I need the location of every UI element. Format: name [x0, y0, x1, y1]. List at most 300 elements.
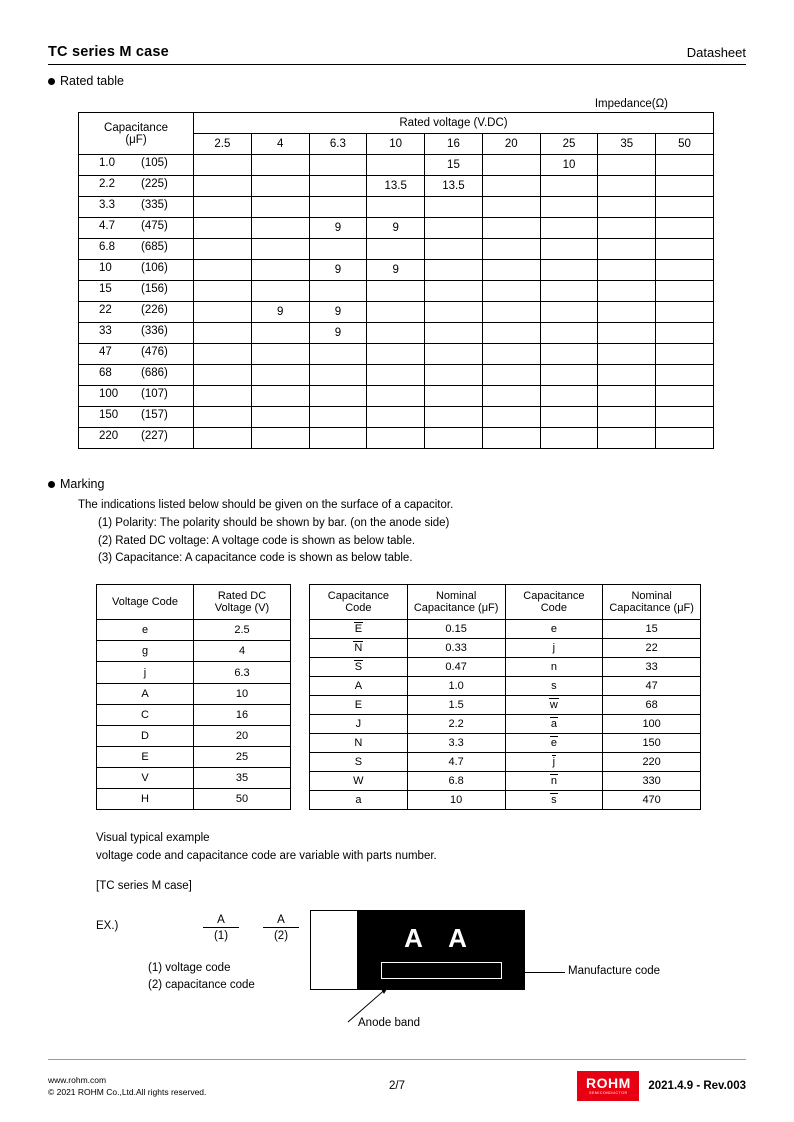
rated-dc-voltage-header: [194, 585, 291, 620]
rohm-logo-sub: SEMICONDUCTOR: [589, 1091, 628, 1096]
impedance-cell: [540, 365, 598, 386]
capacitance-code: (475): [141, 220, 168, 232]
table-row: [97, 704, 291, 725]
table-row: [310, 791, 701, 810]
capacitance-cell: [79, 302, 194, 323]
rated-table: [78, 112, 714, 449]
spacer: [96, 866, 746, 878]
impedance-cell: [425, 428, 483, 449]
voltage-header-cell: 16: [425, 134, 483, 155]
footer-url[interactable]: www.rohm.com: [48, 1074, 107, 1085]
impedance-cell: [656, 155, 714, 176]
code-glyph: j: [552, 756, 556, 769]
capacitance-code: (336): [141, 325, 168, 337]
example-code-2-letter: A: [263, 914, 299, 928]
impedance-cell: [598, 428, 656, 449]
code-glyph: S: [354, 661, 363, 674]
table-row: [79, 218, 714, 239]
impedance-cell: [482, 260, 540, 281]
visual-example-notes: [96, 830, 746, 895]
table-row: [79, 281, 714, 302]
capacitance-code-cell: [310, 639, 408, 658]
anode-band-callout: Anode band: [358, 1016, 421, 1029]
impedance-cell: [482, 239, 540, 260]
table-row: [79, 344, 714, 365]
capacitance-cell: [79, 197, 194, 218]
voltage-header-cell: 4: [251, 134, 309, 155]
impedance-cell: [598, 281, 656, 302]
impedance-cell: 9: [367, 218, 425, 239]
cap-code-header-left: [310, 585, 408, 620]
bullet-icon: [48, 78, 55, 85]
impedance-cell: [656, 239, 714, 260]
capacitance-code: (105): [141, 157, 168, 169]
capacitance-value: 10: [99, 262, 112, 274]
footer-divider: [48, 1059, 746, 1060]
table-row: [79, 176, 714, 197]
impedance-cell: [656, 386, 714, 407]
example-diagram: [48, 910, 746, 1040]
table-row: [79, 197, 714, 218]
impedance-cell: [598, 197, 656, 218]
impedance-unit-label: Impedance(Ω): [594, 98, 668, 110]
rated-table-head: [79, 113, 714, 155]
capacitance-code-cell: [310, 620, 408, 639]
impedance-cell: [540, 344, 598, 365]
capacitance-code: (225): [141, 178, 168, 190]
nominal-capacitance-cell: 150: [603, 734, 701, 753]
table-row: [310, 585, 701, 620]
manufacture-code-callout: Manufacture code: [568, 964, 661, 977]
impedance-cell: [309, 155, 367, 176]
capacitance-code-table-body: [310, 620, 701, 810]
capacitance-code-cell: [505, 753, 603, 772]
rohm-logo-name: ROHM: [585, 1075, 631, 1092]
impedance-cell: 15: [425, 155, 483, 176]
impedance-cell: [598, 323, 656, 344]
impedance-cell: [194, 155, 252, 176]
impedance-cell: [425, 239, 483, 260]
capacitance-code-table: [309, 584, 701, 810]
revision-label: 2021.4.9 - Rev.003: [648, 1080, 746, 1092]
nominal-capacitance-cell: 2.2: [407, 715, 505, 734]
capacitance-code-cell: [505, 639, 603, 658]
impedance-cell: [251, 365, 309, 386]
code-glyph: N: [354, 737, 363, 750]
impedance-cell: [656, 407, 714, 428]
impedance-cell: [251, 323, 309, 344]
impedance-cell: [482, 218, 540, 239]
capacitance-code-cell: [310, 677, 408, 696]
impedance-cell: 9: [251, 302, 309, 323]
cap-code-header-left-line2: Code: [345, 602, 372, 615]
rated-voltage-header: Rated voltage (V.DC): [194, 113, 714, 134]
table-row: [310, 639, 701, 658]
marking-description: [78, 497, 746, 568]
capacitance-cell: [79, 428, 194, 449]
impedance-cell: [598, 239, 656, 260]
code-glyph: J: [355, 718, 362, 731]
impedance-cell: [656, 365, 714, 386]
impedance-cell: [482, 281, 540, 302]
impedance-cell: [540, 281, 598, 302]
impedance-cell: [309, 197, 367, 218]
voltage-code-cell: V: [97, 768, 194, 789]
code-glyph: a: [550, 718, 557, 731]
impedance-cell: [656, 344, 714, 365]
impedance-cell: [194, 407, 252, 428]
example-code-1: [196, 914, 246, 942]
marking-item-3: (3) Capacitance: A capacitance code is shown as below table.: [98, 552, 413, 565]
impedance-cell: [309, 281, 367, 302]
impedance-cell: [598, 260, 656, 281]
voltage-header-cell: 2.5: [194, 134, 252, 155]
capacitance-value: 68: [99, 367, 112, 379]
footer-copyright: © 2021 ROHM Co.,Ltd.All rights reserved.: [48, 1087, 207, 1097]
example-code-2-number: (2): [273, 929, 289, 942]
table-row: [79, 365, 714, 386]
code-glyph: n: [550, 661, 557, 674]
table-row: [310, 772, 701, 791]
impedance-cell: [194, 239, 252, 260]
impedance-cell: [309, 176, 367, 197]
table-row: [310, 696, 701, 715]
impedance-cell: [482, 407, 540, 428]
capacitance-value: 150: [99, 409, 119, 421]
rated-dc-voltage-cell: 4: [194, 641, 291, 662]
capacitance-value: 22: [99, 304, 112, 316]
note-line-3: [TC series M case]: [96, 879, 192, 892]
impedance-cell: [482, 365, 540, 386]
capacitance-cell: [79, 386, 194, 407]
capacitance-value: 47: [99, 346, 112, 358]
code-glyph: N: [354, 642, 363, 655]
impedance-cell: [251, 197, 309, 218]
rated-dc-voltage-cell: 20: [194, 725, 291, 746]
impedance-cell: [367, 428, 425, 449]
capacitance-value: 4.7: [99, 220, 115, 232]
capacitance-code-cell: [505, 658, 603, 677]
impedance-cell: [540, 239, 598, 260]
impedance-cell: [598, 302, 656, 323]
capacitance-code-cell: [505, 772, 603, 791]
table-row: [79, 260, 714, 281]
table-row: [97, 662, 291, 683]
cap-code-header-right-line2: Code: [540, 602, 568, 615]
impedance-cell: [425, 302, 483, 323]
capacitance-code: (685): [141, 241, 168, 253]
example-legend-2: (2) capacitance code: [148, 978, 255, 991]
impedance-cell: [425, 218, 483, 239]
table-row: [79, 386, 714, 407]
section-marking-label: Marking: [60, 477, 105, 491]
voltage-code-cell: D: [97, 725, 194, 746]
capacitance-cell: [79, 344, 194, 365]
impedance-cell: [482, 428, 540, 449]
nominal-capacitance-cell: 1.0: [407, 677, 505, 696]
capacitor-illustration: [310, 910, 525, 990]
impedance-cell: [194, 323, 252, 344]
impedance-cell: [367, 155, 425, 176]
capacitance-cell: [79, 155, 194, 176]
section-marking: [48, 477, 746, 491]
capacitance-code: (227): [141, 430, 168, 442]
impedance-cell: [482, 344, 540, 365]
nominal-capacitance-cell: 10: [407, 791, 505, 810]
table-row: [310, 677, 701, 696]
page-number: 2/7: [389, 1080, 405, 1092]
code-glyph: j: [552, 642, 556, 655]
capacitance-value: 1.0: [99, 157, 115, 169]
nominal-capacitance-cell: 22: [603, 639, 701, 658]
nominal-cap-header-left-line1: Nominal: [435, 590, 477, 603]
table-row: [97, 789, 291, 810]
impedance-cell: [656, 197, 714, 218]
capacitance-value: 33: [99, 325, 112, 337]
nominal-cap-header-right-line2: Capacitance (μF): [609, 602, 694, 615]
code-glyph: e: [550, 623, 557, 636]
impedance-cell: [598, 407, 656, 428]
capacitance-code-cell: [310, 753, 408, 772]
table-row: [79, 239, 714, 260]
impedance-cell: [367, 344, 425, 365]
voltage-code-cell: C: [97, 704, 194, 725]
capacitance-cell: [79, 218, 194, 239]
table-row: [310, 734, 701, 753]
nominal-capacitance-cell: 4.7: [407, 753, 505, 772]
impedance-cell: 9: [367, 260, 425, 281]
nominal-capacitance-cell: 0.47: [407, 658, 505, 677]
impedance-cell: [367, 239, 425, 260]
capacitance-header: [79, 113, 194, 155]
impedance-cell: [194, 281, 252, 302]
capacitance-cell: [79, 281, 194, 302]
capacitance-value: 220: [99, 430, 119, 442]
impedance-cell: [309, 407, 367, 428]
rated-dc-voltage-cell: 6.3: [194, 662, 291, 683]
impedance-cell: [425, 323, 483, 344]
capacitance-cell: [79, 407, 194, 428]
impedance-cell: [540, 407, 598, 428]
impedance-cell: [309, 428, 367, 449]
impedance-cell: [194, 386, 252, 407]
impedance-cell: [656, 176, 714, 197]
impedance-cell: [194, 197, 252, 218]
voltage-code-cell: e: [97, 620, 194, 641]
capacitance-code: (476): [141, 346, 168, 358]
voltage-code-cell: g: [97, 641, 194, 662]
capacitance-code: (106): [141, 262, 168, 274]
voltage-code-cell: A: [97, 683, 194, 704]
code-glyph: S: [354, 756, 363, 769]
table-row: [97, 620, 291, 641]
impedance-cell: [656, 218, 714, 239]
capacitance-code-cell: [310, 734, 408, 753]
table-row: [97, 641, 291, 662]
impedance-cell: [540, 197, 598, 218]
capacitance-code-table-head: [310, 585, 701, 620]
nominal-capacitance-cell: 470: [603, 791, 701, 810]
section-rated-table: [48, 74, 746, 88]
capacitance-code-cell: [310, 772, 408, 791]
capacitance-header-line2: (μF): [125, 133, 147, 146]
impedance-cell: [251, 176, 309, 197]
nominal-capacitance-cell: 100: [603, 715, 701, 734]
code-glyph: a: [355, 794, 362, 807]
impedance-cell: [598, 218, 656, 239]
impedance-cell: [251, 344, 309, 365]
rated-dc-voltage-cell: 50: [194, 789, 291, 810]
impedance-cell: [656, 323, 714, 344]
impedance-cell: [194, 302, 252, 323]
impedance-cell: 9: [309, 260, 367, 281]
impedance-cell: 13.5: [425, 176, 483, 197]
rated-dc-voltage-cell: 25: [194, 746, 291, 767]
capacitance-code: (107): [141, 388, 168, 400]
rated-table-body: [79, 155, 714, 449]
impedance-cell: [425, 344, 483, 365]
table-row: [97, 746, 291, 767]
code-glyph: n: [550, 775, 557, 788]
table-row: [97, 725, 291, 746]
capacitance-code-cell: [505, 677, 603, 696]
nominal-cap-header-right-line1: Nominal: [631, 590, 672, 603]
impedance-cell: [598, 176, 656, 197]
table-row: [97, 585, 291, 620]
table-row: [79, 323, 714, 344]
impedance-cell: [540, 218, 598, 239]
capacitance-value: 6.8: [99, 241, 115, 253]
capacitance-code-cell: [310, 715, 408, 734]
nominal-capacitance-cell: 330: [603, 772, 701, 791]
capacitance-code-cell: [310, 696, 408, 715]
impedance-cell: [482, 155, 540, 176]
code-glyph: s: [551, 680, 557, 693]
impedance-cell: [482, 302, 540, 323]
impedance-cell: [309, 386, 367, 407]
capacitor-body: [357, 911, 524, 989]
impedance-cell: 9: [309, 302, 367, 323]
impedance-cell: [425, 386, 483, 407]
impedance-cell: [656, 260, 714, 281]
impedance-cell: [251, 407, 309, 428]
impedance-cell: [251, 386, 309, 407]
capacitance-code: (156): [141, 283, 168, 295]
example-legend: [148, 960, 255, 995]
impedance-cell: [367, 323, 425, 344]
impedance-cell: [482, 197, 540, 218]
code-tables-area: [96, 584, 746, 810]
code-glyph: s: [551, 794, 557, 807]
impedance-cell: [367, 386, 425, 407]
capacitance-value: 100: [99, 388, 119, 400]
impedance-cell: [194, 176, 252, 197]
capacitance-cell: [79, 323, 194, 344]
nominal-capacitance-cell: 15: [603, 620, 701, 639]
rated-dc-voltage-cell: 2.5: [194, 620, 291, 641]
impedance-cell: [598, 365, 656, 386]
capacitance-cell: [79, 260, 194, 281]
impedance-cell: [656, 281, 714, 302]
impedance-cell: [598, 386, 656, 407]
capacitance-cell: [79, 176, 194, 197]
nominal-cap-header-left: [407, 585, 505, 620]
footer-row: [48, 1068, 746, 1104]
example-code-1-number: (1): [213, 929, 229, 942]
marking-item-2: (2) Rated DC voltage: A voltage code is shown as below table.: [98, 534, 416, 547]
page-footer: [48, 1059, 746, 1104]
impedance-cell: [540, 323, 598, 344]
example-code-2: [256, 914, 306, 942]
impedance-cell: 9: [309, 218, 367, 239]
capacitance-code-cell: [505, 734, 603, 753]
code-glyph: E: [354, 699, 363, 712]
manufacture-code-leader: [503, 972, 565, 973]
impedance-cell: [425, 407, 483, 428]
impedance-cell: 9: [309, 323, 367, 344]
impedance-cell: [251, 218, 309, 239]
impedance-cell: [194, 260, 252, 281]
nominal-capacitance-cell: 0.15: [407, 620, 505, 639]
impedance-cell: [367, 407, 425, 428]
impedance-cell: [367, 281, 425, 302]
table-row: [79, 428, 714, 449]
table-row: [310, 753, 701, 772]
impedance-cell: [251, 155, 309, 176]
impedance-cell: [425, 260, 483, 281]
capacitor-marking-text: A A: [404, 922, 477, 953]
nominal-capacitance-cell: 33: [603, 658, 701, 677]
nominal-capacitance-cell: 1.5: [407, 696, 505, 715]
nominal-cap-header-right: [603, 585, 701, 620]
voltage-code-table-body: [97, 620, 291, 810]
table-row: [79, 407, 714, 428]
voltage-code-table: [96, 584, 291, 810]
capacitance-code: (157): [141, 409, 168, 421]
bullet-icon: [48, 481, 55, 488]
table-row: [310, 658, 701, 677]
voltage-header-cell: 6.3: [309, 134, 367, 155]
impedance-cell: 10: [540, 155, 598, 176]
manufacture-code-box: [381, 962, 502, 979]
capacitance-code-cell: [310, 658, 408, 677]
rated-dc-voltage-cell: 35: [194, 768, 291, 789]
marking-item-1: (1) Polarity: The polarity should be shown by bar. (on the anode side): [98, 516, 450, 529]
capacitance-value: 15: [99, 283, 112, 295]
capacitance-code-cell: [505, 791, 603, 810]
table-row: [310, 715, 701, 734]
note-line-1: Visual typical example: [96, 832, 210, 845]
code-glyph: W: [353, 775, 364, 788]
impedance-cell: [482, 323, 540, 344]
impedance-cell: [656, 302, 714, 323]
capacitance-cell: [79, 239, 194, 260]
impedance-cell: [367, 302, 425, 323]
capacitance-code-cell: [310, 791, 408, 810]
impedance-cell: [540, 428, 598, 449]
capacitance-cell: [79, 365, 194, 386]
impedance-cell: 13.5: [367, 176, 425, 197]
impedance-cell: [367, 365, 425, 386]
impedance-cell: [540, 260, 598, 281]
example-legend-1: (1) voltage code: [148, 961, 231, 974]
impedance-cell: [251, 281, 309, 302]
section-rated-table-label: Rated table: [60, 74, 124, 88]
impedance-cell: [194, 365, 252, 386]
impedance-cell: [194, 428, 252, 449]
impedance-cell: [251, 239, 309, 260]
rated-dc-voltage-cell: 10: [194, 683, 291, 704]
